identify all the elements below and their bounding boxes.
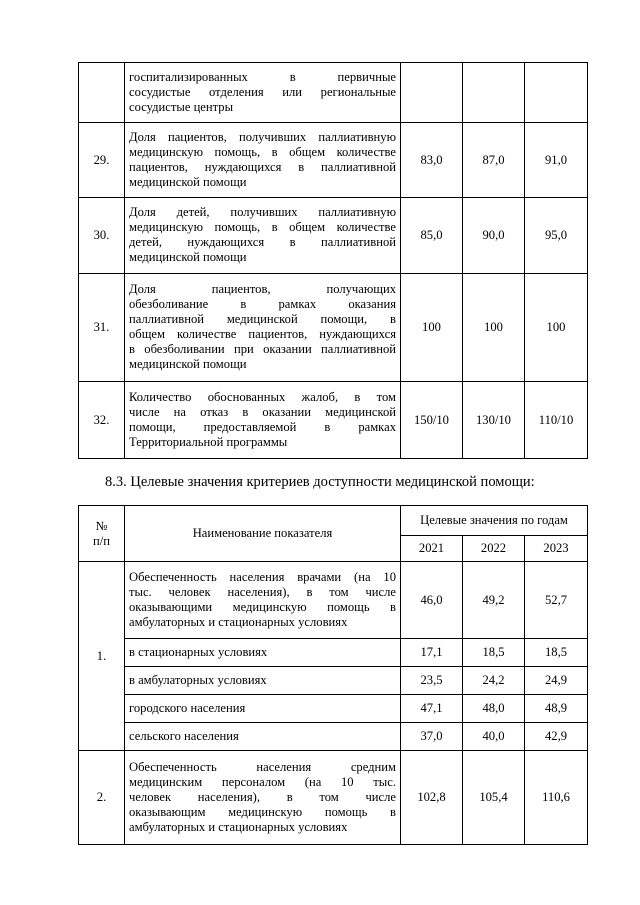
accessibility-criteria-table [78, 505, 588, 845]
value-2021 [401, 63, 463, 123]
table-row [79, 562, 588, 639]
row-number: 2. [79, 751, 125, 845]
value-2021: 85,0 [401, 198, 463, 274]
indicator-description: Количество обоснованных жалоб, в том числе на отказ в оказании медицинской помощи, предоставляемой в рамках Территориальной программы [125, 382, 401, 459]
indicator-description: Обеспеченность населения врачами (на 10 тыс. человек населения), в том числе оказывающими медицинскую помощь в амбулаторных и стационарных условиях [125, 562, 401, 639]
row-number: 30. [79, 198, 125, 274]
value-2023: 95,0 [525, 198, 588, 274]
value-2021: 150/10 [401, 382, 463, 459]
value-2022: 130/10 [463, 382, 525, 459]
row-number: 29. [79, 123, 125, 198]
table-subrow [79, 723, 588, 751]
table-row [79, 123, 588, 198]
value-2021: 83,0 [401, 123, 463, 198]
section-heading: 8.3. Целевые значения критериев доступности медицинской помощи: [105, 474, 535, 490]
value-2021: 37,0 [401, 723, 463, 751]
value-2021: 100 [401, 274, 463, 382]
value-2023: 24,9 [525, 667, 588, 695]
table-row [79, 198, 588, 274]
table-row [79, 63, 588, 123]
header-year-2022: 2022 [463, 536, 525, 562]
value-2022 [463, 63, 525, 123]
value-2021: 47,1 [401, 695, 463, 723]
table-subrow [79, 639, 588, 667]
value-2023: 48,9 [525, 695, 588, 723]
value-2023 [525, 63, 588, 123]
header-year-2021: 2021 [401, 536, 463, 562]
indicator-description: Доля детей, получивших паллиативную медицинскую помощь, в общем количестве детей, нуждающихся в паллиативной медицинской помощи [125, 198, 401, 274]
value-2022: 49,2 [463, 562, 525, 639]
indicator-description: госпитализированных в первичные сосудистые отделения или региональные сосудистые центры [125, 63, 401, 123]
value-2023: 91,0 [525, 123, 588, 198]
row-number [79, 63, 125, 123]
header-number-text: № [95, 518, 108, 533]
table-header-row [79, 506, 588, 536]
header-year-2023: 2023 [525, 536, 588, 562]
value-2022: 105,4 [463, 751, 525, 845]
value-2022: 90,0 [463, 198, 525, 274]
value-2023: 52,7 [525, 562, 588, 639]
indicator-description: Доля пациентов, получающих обезболивание в рамках оказания паллиативной медицинской помощи, в общем количестве пациентов, нуждающихся в обезболивании при оказании паллиативной медицинской помощи [125, 274, 401, 382]
subindicator-label: в стационарных условиях [125, 639, 401, 667]
row-number: 31. [79, 274, 125, 382]
value-2022: 18,5 [463, 639, 525, 667]
subindicator-label: в амбулаторных условиях [125, 667, 401, 695]
value-2022: 40,0 [463, 723, 525, 751]
value-2023: 110/10 [525, 382, 588, 459]
table-row [79, 382, 588, 459]
value-2022: 100 [463, 274, 525, 382]
table-row [79, 751, 588, 845]
header-target-values: Целевые значения по годам [401, 506, 588, 536]
value-2021: 23,5 [401, 667, 463, 695]
value-2021: 102,8 [401, 751, 463, 845]
table-subrow [79, 667, 588, 695]
value-2023: 42,9 [525, 723, 588, 751]
value-2022: 48,0 [463, 695, 525, 723]
header-indicator-name: Наименование показателя [125, 506, 401, 562]
value-2022: 87,0 [463, 123, 525, 198]
value-2022: 24,2 [463, 667, 525, 695]
table-row [79, 274, 588, 382]
value-2023: 100 [525, 274, 588, 382]
table-subrow [79, 695, 588, 723]
value-2023: 18,5 [525, 639, 588, 667]
header-number: № п/п [79, 506, 125, 562]
value-2021: 17,1 [401, 639, 463, 667]
subindicator-label: городского населения [125, 695, 401, 723]
row-number: 1. [79, 562, 125, 751]
value-2023: 110,6 [525, 751, 588, 845]
subindicator-label: сельского населения [125, 723, 401, 751]
indicator-description: Доля пациентов, получивших паллиативную медицинскую помощь, в общем количестве пациентов, нуждающихся в паллиативной медицинской помощи [125, 123, 401, 198]
value-2021: 46,0 [401, 562, 463, 639]
indicator-description: Обеспеченность населения средним медицинским персоналом (на 10 тыс. человек населения), в том числе оказывающим медицинскую помощь в амбулаторных и стационарных условиях [125, 751, 401, 845]
row-number: 32. [79, 382, 125, 459]
indicators-table-continued [78, 62, 588, 459]
